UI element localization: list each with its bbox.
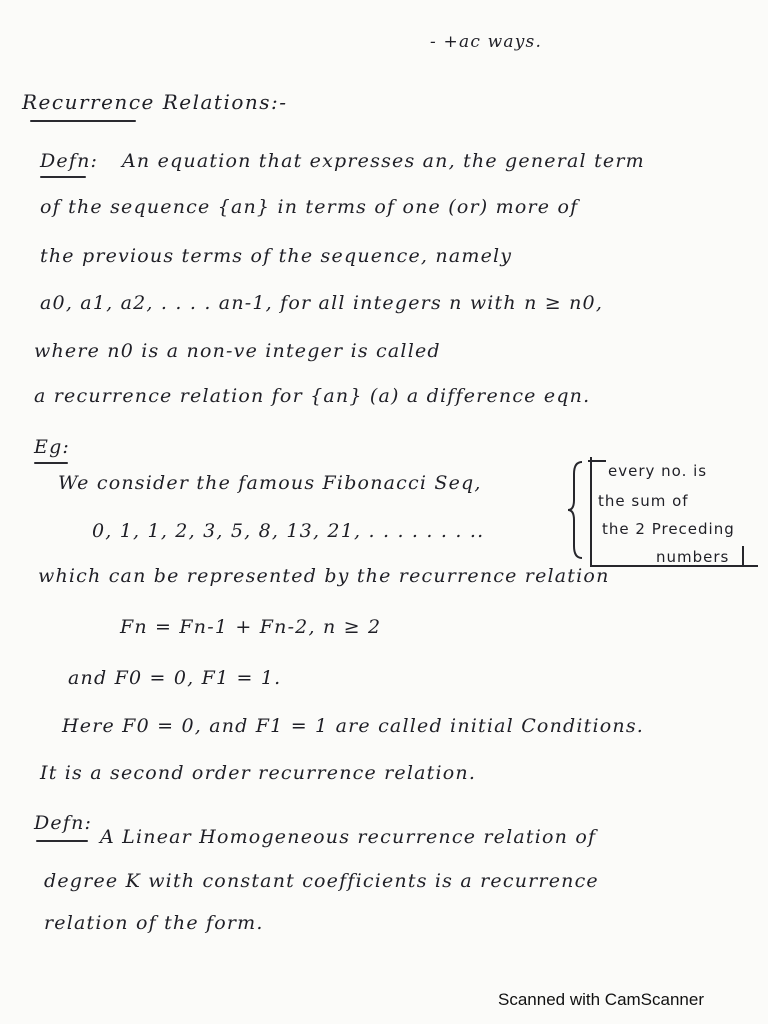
definition2-label: Defn:	[34, 812, 93, 834]
note-line-3: the 2 Preceding	[602, 520, 735, 538]
definition2-label-underline	[36, 840, 88, 842]
page-heading: Recurrence Relations:-	[22, 90, 288, 114]
definition-label: Defn:	[40, 150, 99, 172]
scanner-watermark: Scanned with CamScanner	[498, 990, 705, 1009]
definition2-line-3: relation of the form.	[44, 912, 264, 934]
definition-line-2: of the sequence {an} in terms of one (or) more of	[40, 196, 579, 218]
represented-line: which can be represented by the recurrence relation	[38, 565, 610, 587]
note-bracket-end	[742, 546, 744, 566]
recurrence-formula: Fn = Fn-1 + Fn-2, n ≥ 2	[120, 616, 382, 638]
order-line: It is a second order recurrence relation.	[40, 762, 477, 784]
note-line-4: numbers	[656, 548, 730, 566]
example-label-underline	[34, 462, 68, 464]
definition-line-4: a0, a1, a2, . . . . an-1, for all integers n with n ≥ n0,	[40, 292, 604, 314]
definition-label-underline	[40, 176, 86, 178]
example-intro: We consider the famous Fibonacci Seq,	[58, 472, 482, 494]
definition-line-1: An equation that expresses an, the general term	[122, 150, 645, 172]
fibonacci-sequence: 0, 1, 1, 2, 3, 5, 8, 13, 21, . . . . . . . ..	[92, 520, 485, 542]
note-line-1: every no. is	[608, 462, 708, 480]
example-label: Eg:	[34, 436, 71, 458]
definition-line-5: where n0 is a non-ve integer is called	[34, 340, 441, 362]
note-line-2: the sum of	[598, 492, 689, 510]
heading-underline	[30, 120, 136, 122]
definition-line-6: a recurrence relation for {an} (a) a difference eqn.	[34, 385, 591, 407]
initial-conditions-line: Here F0 = 0, and F1 = 1 are called initial Conditions.	[62, 715, 645, 737]
definition-line-3: the previous terms of the sequence, namely	[40, 245, 513, 267]
curly-brace-icon	[566, 460, 586, 560]
initial-values: and F0 = 0, F1 = 1.	[68, 667, 282, 689]
definition2-line-2: degree K with constant coefficients is a recurrence	[44, 870, 599, 892]
definition2-line-1: A Linear Homogeneous recurrence relation of	[100, 826, 597, 848]
top-fragment: - +ac ways.	[430, 32, 543, 52]
